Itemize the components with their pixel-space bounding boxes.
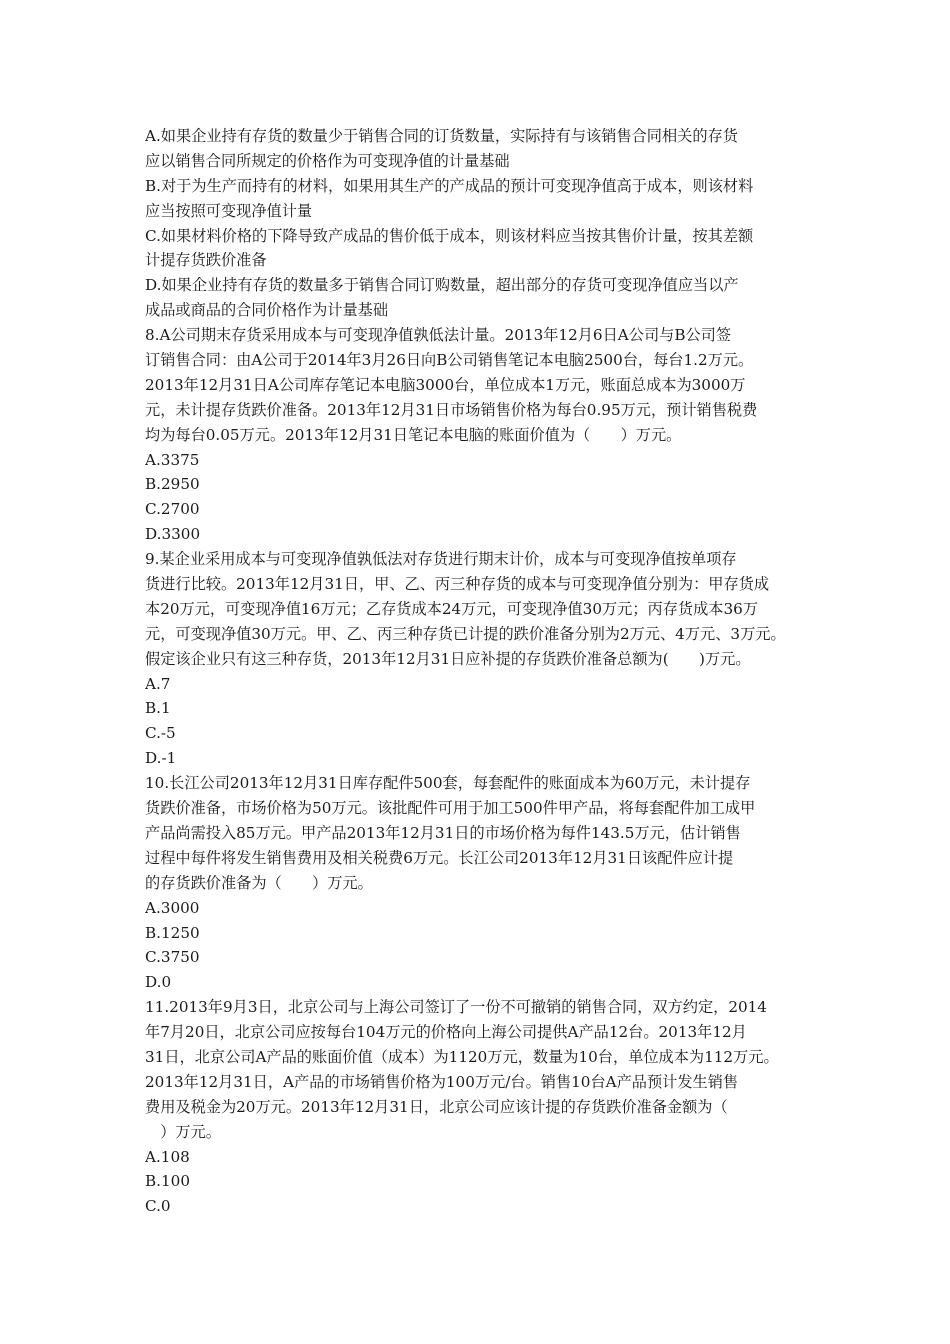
option-line: C.-5	[145, 724, 176, 743]
text-line: 2013年12月31日A公司库存笔记本电脑3000台，单位成本1万元，账面总成本为3000万	[145, 375, 746, 394]
option-line: A.7	[145, 674, 171, 693]
text-line: 过程中每件将发生销售费用及相关税费6万元。长江公司2013年12月31日该配件应计提	[145, 848, 734, 867]
text-line: 本20万元，可变现净值16万元；乙存货成本24万元，可变现净值30万元；丙存货成本36万	[145, 599, 759, 618]
option-line: D.3300	[145, 525, 201, 544]
text-line: 元，可变现净值30万元。甲、乙、丙三种存货已计提的跌价准备分别为2万元、4万元、3万元。	[145, 624, 786, 643]
text-line: 货跌价准备，市场价格为50万元。该批配件可用于加工500件甲产品，将每套配件加工成甲	[145, 799, 756, 818]
text-line: 计提存货跌价准备	[145, 251, 267, 270]
option-line: B.100	[145, 1172, 190, 1191]
option-line: D.0	[145, 973, 172, 992]
option-line: C.0	[145, 1197, 171, 1216]
option-line: B.2950	[145, 475, 200, 494]
text-line: A.如果企业持有存货的数量少于销售合同的订货数量，实际持有与该销售合同相关的存货	[145, 127, 738, 145]
text-line: 应以销售合同所规定的价格作为可变现净值的计量基础	[145, 151, 510, 170]
text-line: 成品或商品的合同价格作为计量基础	[145, 301, 388, 320]
text-line: D.如果企业持有存货的数量多于销售合同订购数量，超出部分的存货可变现净值应当以产	[145, 276, 739, 295]
option-line: D.-1	[145, 749, 177, 768]
option-line: C.2700	[145, 500, 200, 519]
option-line: B.1	[145, 699, 171, 718]
text-line: 订销售合同：由A公司于2014年3月26日向B公司销售笔记本电脑2500台，每台1.2万元。	[145, 351, 754, 370]
question-11-text: 11.2013年9月3日，北京公司与上海公司签订了一份不可撤销的销售合同，双方约定，2014	[145, 998, 767, 1017]
text-line: 假定该企业只有这三种存货，2013年12月31日应补提的存货跌价准备总额为( )万元。	[145, 649, 751, 668]
text-line: C.如果材料价格的下降导致产成品的售价低于成本，则该材料应当按其售价计量，按其差额	[145, 226, 754, 245]
text-line: 应当按照可变现净值计量	[145, 201, 313, 220]
text-line: 31日，北京公司A产品的账面价值（成本）为1120万元，数量为10台，单位成本为112万元。	[145, 1047, 779, 1066]
document-body	[145, 124, 813, 1219]
text-line: 年7月20日，北京公司应按每台104万元的价格向上海公司提供A产品12台。2013年12月	[145, 1023, 747, 1042]
option-line: C.3750	[145, 948, 200, 967]
text-line: ）万元。	[145, 1122, 221, 1141]
text-line: 元，未计提存货跌价准备。2013年12月31日市场销售价格为每台0.95万元，预计销售税费	[145, 400, 758, 419]
text-line: 产品尚需投入85万元。甲产品2013年12月31日的市场价格为每件143.5万元，估计销售	[145, 823, 741, 842]
option-line: B.1250	[145, 923, 200, 942]
option-line: A.3000	[145, 898, 200, 917]
question-10-text: 10.长江公司2013年12月31日库存配件500套，每套配件的账面成本为60万元，未计提存	[145, 774, 751, 793]
question-9-text: 9.某企业采用成本与可变现净值孰低法对存货进行期末计价，成本与可变现净值按单项存	[145, 550, 737, 569]
text-line: 货进行比较。2013年12月31日，甲、乙、丙三种存货的成本与可变现净值分别为：甲存货成	[145, 575, 770, 594]
text-line: B.对于为生产而持有的材料，如果用其生产的产成品的预计可变现净值高于成本，则该材料	[145, 176, 754, 195]
text-line: 均为每台0.05万元。2013年12月31日笔记本电脑的账面价值为（ ）万元。	[145, 425, 682, 444]
option-line: A.108	[145, 1147, 190, 1166]
text-line: 2013年12月31日，A产品的市场销售价格为100万元/台。销售10台A产品预计发生销售	[145, 1072, 739, 1091]
text-line: 费用及税金为20万元。2013年12月31日，北京公司应该计提的存货跌价准备金额为（	[145, 1097, 728, 1116]
question-8-text: 8.A公司期末存货采用成本与可变现净值孰低法计量。2013年12月6日A公司与B公司签	[145, 326, 732, 345]
option-line: A.3375	[145, 450, 200, 469]
text-line: 的存货跌价准备为（ ）万元。	[145, 873, 373, 892]
